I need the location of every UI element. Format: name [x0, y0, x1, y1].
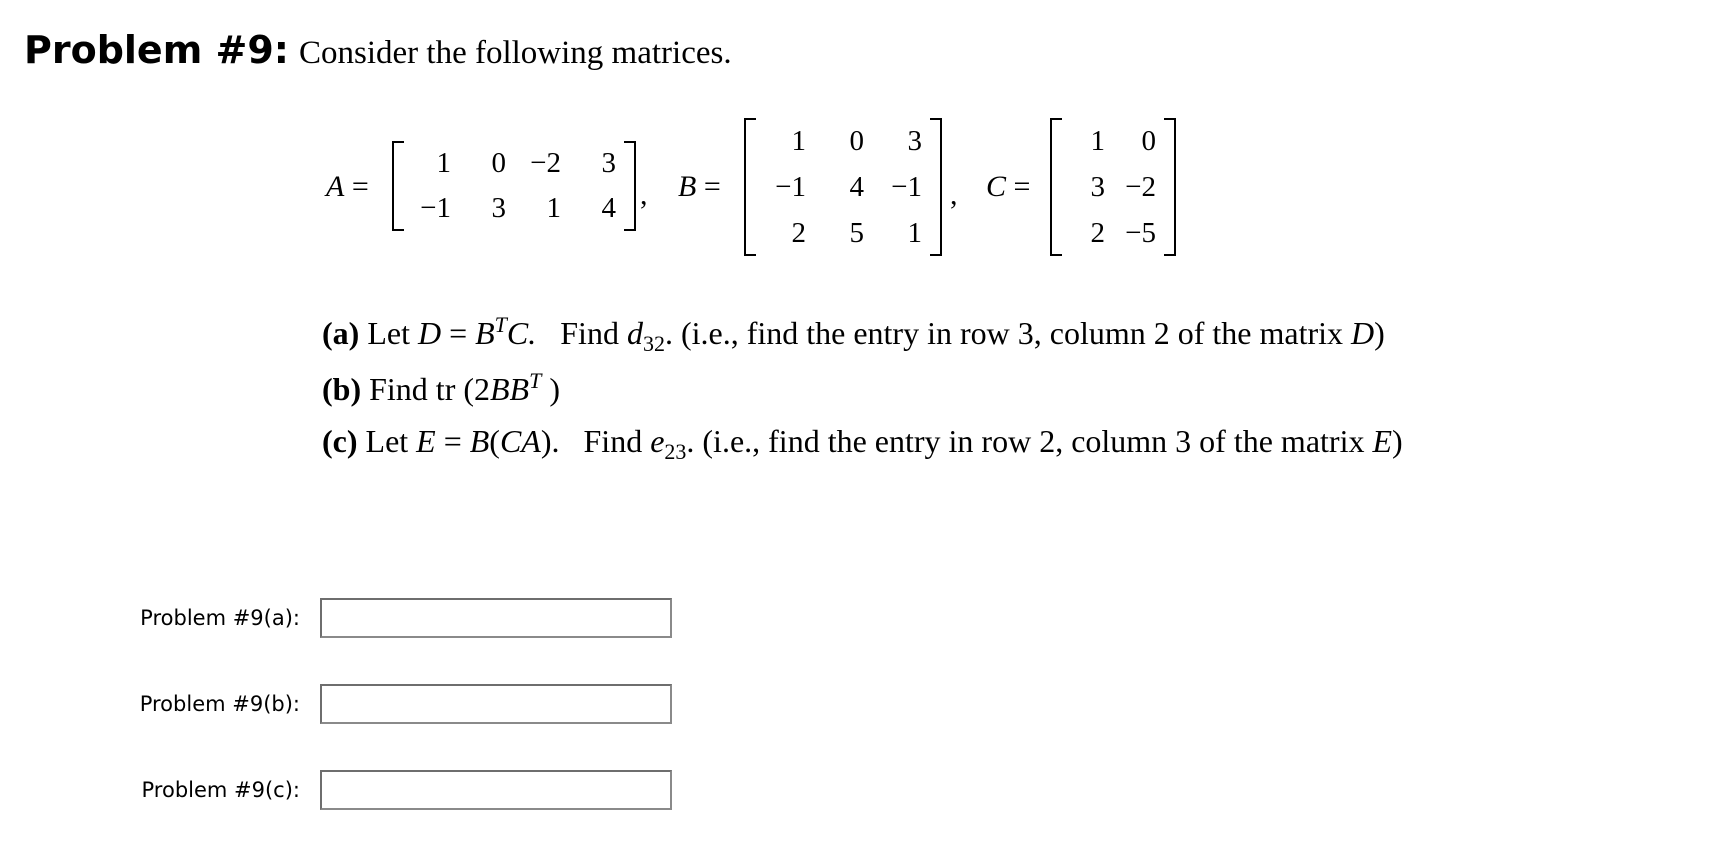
- matrix-a-left-bracket: [392, 141, 404, 231]
- problem-title: Problem #9:: [24, 28, 289, 72]
- part-c: (c) Let E = B(CA). Find $e_{23}$. (i.e., find the entry in row 2, column 3 of the matrix E): [322, 423, 1403, 464]
- answer-label-b: Problem #9(b):: [139, 692, 300, 716]
- matrix-b-label: B =: [678, 170, 721, 203]
- matrix-a: [392, 141, 636, 231]
- matrix-b-cell: 3: [907, 124, 922, 157]
- matrix-b: [744, 118, 942, 256]
- matrix-c-cell: 3: [1090, 170, 1105, 203]
- matrix-a-cell: 4: [601, 192, 616, 224]
- matrix-a-cell: −1: [420, 192, 451, 224]
- matrix-b-left-bracket: [744, 118, 756, 256]
- answer-input-b[interactable]: [320, 684, 672, 724]
- matrix-a-right-bracket: [624, 141, 636, 231]
- matrix-b-cell: 5: [849, 216, 864, 249]
- matrix-b-cell: −1: [775, 170, 806, 203]
- answer-row-b: [0, 684, 700, 728]
- answer-row-c: [0, 770, 700, 814]
- answer-label-a: Problem #9(a):: [140, 606, 300, 630]
- matrix-c-cell: 0: [1141, 124, 1156, 157]
- part-b: (b) Find tr ($2BB^T$ ): [322, 368, 560, 407]
- matrix-c-cell: 2: [1090, 216, 1105, 249]
- matrix-c-cell: −2: [1125, 170, 1156, 203]
- matrix-a-cell: 1: [546, 192, 561, 224]
- part-a: (a) Let $D = B^TC$. Find $d_{32}$. (i.e., find the entry in row 3, column 2 of the matrix D): [322, 312, 1385, 356]
- matrix-c-label: C =: [986, 170, 1031, 203]
- matrix-separator: ,: [640, 178, 648, 211]
- matrix-c: [1050, 118, 1176, 256]
- matrix-c-cell: 1: [1090, 124, 1105, 157]
- matrix-b-cell: 1: [791, 124, 806, 157]
- matrix-a-grid: [404, 141, 624, 231]
- matrix-c-left-bracket: [1050, 118, 1062, 256]
- matrix-a-cell: 3: [491, 192, 506, 224]
- matrix-a-cell: −2: [530, 147, 561, 179]
- answer-label-c: Problem #9(c):: [141, 778, 300, 802]
- problem-header: [24, 28, 732, 72]
- matrix-b-cell: 1: [907, 216, 922, 249]
- matrix-b-right-bracket: [930, 118, 942, 256]
- answer-input-a[interactable]: [320, 598, 672, 638]
- matrix-b-cell: 0: [849, 124, 864, 157]
- matrix-c-cell: −5: [1125, 216, 1156, 249]
- matrix-a-cell: 1: [436, 147, 451, 179]
- answer-input-c[interactable]: [320, 770, 672, 810]
- answer-row-a: [0, 598, 700, 642]
- matrix-a-label: A =: [326, 170, 369, 203]
- matrix-b-cell: 4: [849, 170, 864, 203]
- matrix-b-cell: 2: [791, 216, 806, 249]
- matrix-a-cell: 0: [491, 147, 506, 179]
- matrix-c-right-bracket: [1164, 118, 1176, 256]
- matrix-b-cell: −1: [891, 170, 922, 203]
- matrix-separator: ,: [950, 178, 958, 211]
- matrix-c-grid: [1062, 118, 1164, 256]
- matrix-a-cell: 3: [601, 147, 616, 179]
- problem-intro: Consider the following matrices.: [299, 35, 732, 71]
- matrix-b-grid: [756, 118, 930, 256]
